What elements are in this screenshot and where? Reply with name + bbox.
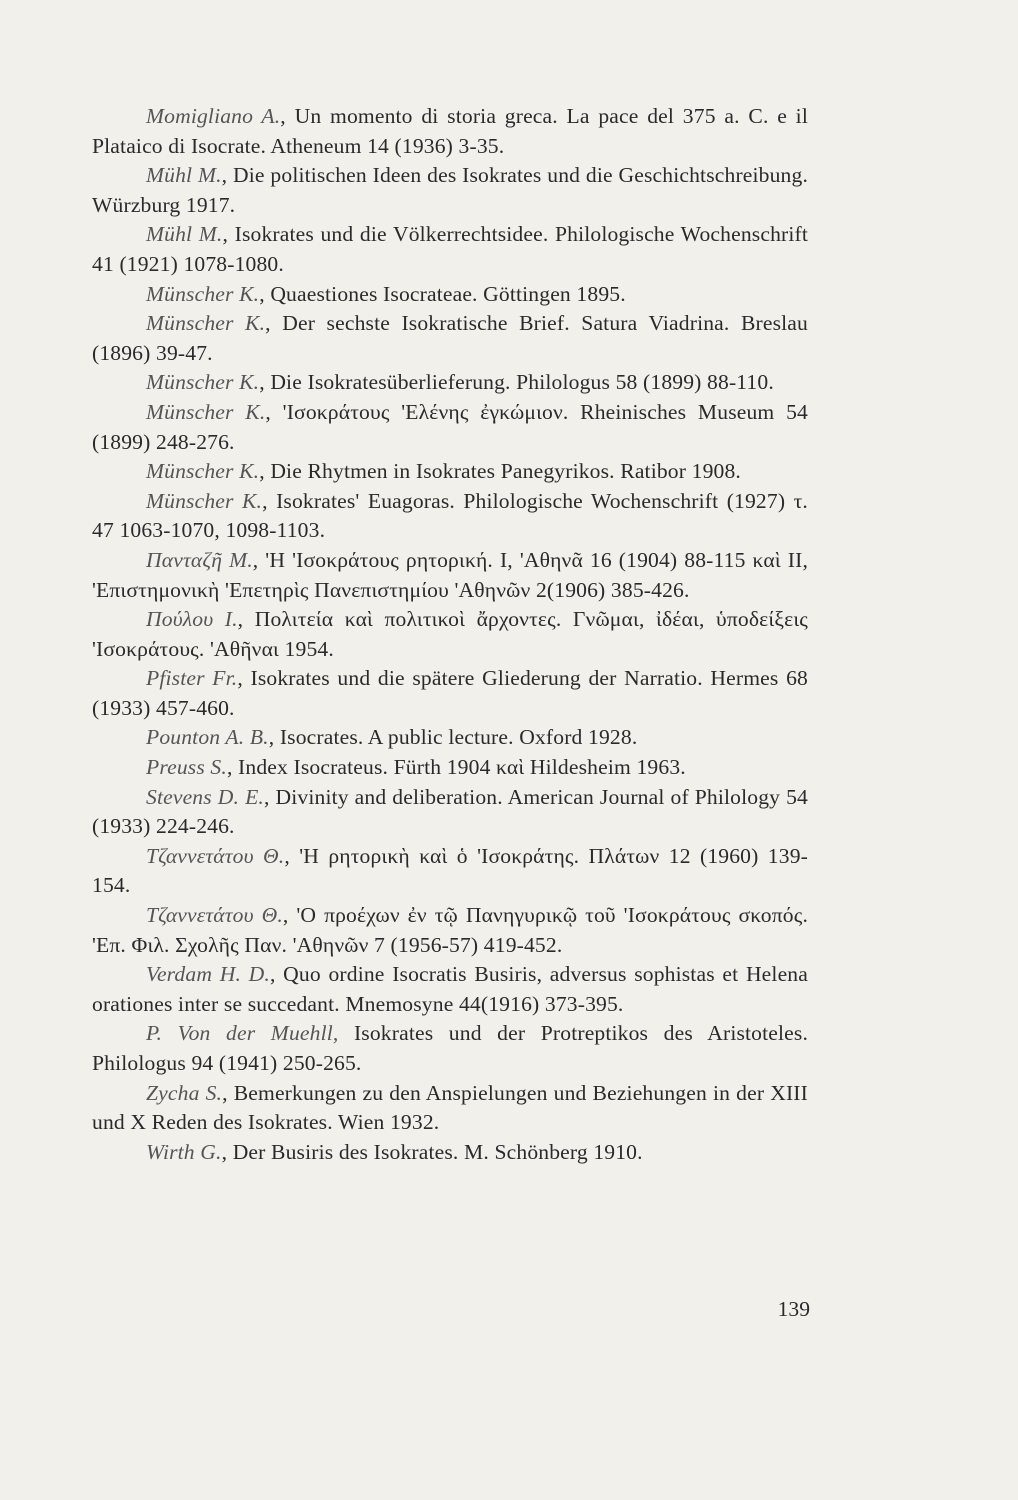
entry-text: , Isokrates und die Völkerrechtsidee. Philologische Wochenschrift 41 (1921) 1078-1080.	[92, 222, 809, 276]
entry-text: , Isokrates und die spätere Gliederung der Narratio. Hermes 68 (1933) 457-460.	[92, 666, 808, 720]
entry-author: Pounton A. B.	[146, 725, 269, 750]
entry-author: Pfister Fr.	[146, 666, 238, 691]
bibliography-entry	[92, 1079, 808, 1138]
bibliography-entry	[92, 546, 808, 605]
entry-text: , Un momento di storia greca. La pace del 375 a. C. e il Plataico di Isocrate. Atheneum 14 (1936) 3-35.	[92, 104, 808, 158]
entry-text: , Der sechste Isokratische Brief. Satura Viadrina. Breslau (1896) 39-47.	[92, 311, 808, 365]
page-number: 139	[777, 1297, 810, 1321]
entry-author: Stevens D. E.	[146, 784, 264, 809]
entry-author: Preuss S.	[146, 755, 227, 780]
entry-author: Τζαννετάτου Θ.	[146, 843, 285, 868]
bibliography-entry	[92, 664, 808, 723]
entry-text: , Index Isocrateus. Fürth 1904 καὶ Hildesheim 1963.	[226, 755, 686, 780]
entry-text: , 'Η ρητορικὴ καὶ ὁ 'Ισοκράτης. Πλάτων 12 (1960) 139-154.	[92, 843, 808, 898]
entry-text: , Die Isokratesüberlieferung. Philologus 58 (1899) 88-110.	[259, 370, 774, 395]
entry-author: Münscher K.	[146, 311, 266, 336]
bibliography-list	[92, 102, 808, 1167]
bibliography-entry	[92, 368, 808, 398]
entry-author: Münscher K.	[146, 370, 260, 395]
entry-author: Τζαννετάτου Θ.	[146, 903, 283, 928]
entry-text: , 'Η 'Ισοκράτους ρητορική. I, 'Αθηνᾶ 16 (1904) 88-115 καὶ II, 'Επιστημονικὴ 'Επετηρὶς Πανεπιστημίου 'Αθηνῶν 2(1906) 385-426.	[92, 547, 808, 602]
bibliography-entry	[92, 161, 808, 220]
entry-text: , Die politischen Ideen des Isokrates und die Geschichtschreibung. Würzburg 1917.	[92, 163, 808, 217]
entry-author: Münscher K.	[146, 459, 260, 484]
entry-author: Münscher K.	[146, 488, 263, 513]
entry-author: Mühl M.	[146, 222, 223, 247]
bibliography-entry	[92, 605, 808, 664]
entry-author: Wirth G.	[146, 1139, 222, 1164]
bibliography-entry	[92, 309, 808, 368]
entry-text: , Πολιτεία καὶ πολιτικοὶ ἄρχοντες. Γνῶμαι, ἰδέαι, ὑποδείξεις 'Ισοκράτους. 'Αθῆναι 1954.	[92, 607, 809, 661]
bibliography-entry	[92, 842, 808, 901]
bibliography-entry	[92, 723, 808, 753]
entry-text: , Der Busiris des Isokrates. M. Schönberg 1910.	[221, 1139, 643, 1164]
bibliography-entry	[92, 901, 808, 960]
bibliography-entry	[92, 280, 808, 310]
bibliography-entry	[92, 1019, 808, 1078]
bibliography-entry	[92, 753, 808, 783]
bibliography-entry	[92, 220, 808, 279]
bibliography-entry	[92, 783, 808, 842]
entry-text: , Divinity and deliberation. American Journal of Philology 54 (1933) 224-246.	[92, 784, 808, 839]
bibliography-entry	[92, 487, 808, 546]
entry-author: Zycha S.	[146, 1080, 223, 1105]
entry-author: Münscher K.	[146, 281, 260, 306]
entry-author: Mühl M.	[146, 163, 222, 188]
entry-text: , Isocrates. A public lecture. Oxford 1928.	[268, 725, 638, 750]
bibliography-entry	[92, 960, 808, 1019]
entry-author: Verdam H. D.	[146, 962, 270, 987]
bibliography-entry	[92, 398, 808, 457]
entry-text: , Isokrates' Euagoras. Philologische Wochenschrift (1927) τ. 47 1063-1070, 1098-1103.	[92, 488, 808, 543]
bibliography-entry	[92, 1138, 808, 1168]
entry-text: Isokrates und der Protreptikos des Aristoteles. Philologus 94 (1941) 250-265.	[92, 1021, 808, 1075]
entry-text: , 'Ο προέχων ἐν τῷ Πανηγυρικῷ τοῦ 'Ισοκράτους σκοπός. 'Επ. Φιλ. Σχολῆς Παν. 'Αθηνῶν 7 (1956-57) 419-452.	[92, 903, 808, 957]
entry-text: , Quo ordine Isocratis Busiris, adversus sophistas et Helena orationes inter se succedant. Mnemosyne 44(1916) 373-395.	[92, 962, 808, 1016]
entry-text: , Bemerkungen zu den Anspielungen und Beziehungen in der XIII und X Reden des Isokrates. Wien 1932.	[92, 1080, 808, 1135]
entry-author: Münscher K.	[146, 399, 266, 424]
entry-author: P. Von der Muehll,	[146, 1021, 339, 1046]
entry-text: , Quaestiones Isocrateae. Göttingen 1895.	[259, 281, 626, 306]
bibliography-entry	[92, 457, 808, 487]
entry-author: Πούλου Ι.	[146, 607, 238, 632]
bibliography-entry	[92, 102, 808, 161]
entry-text: , 'Ισοκράτους 'Ελένης ἐγκώμιον. Rheinisches Museum 54 (1899) 248-276.	[92, 399, 808, 454]
entry-text: , Die Rhytmen in Isokrates Panegyrikos. Ratibor 1908.	[259, 459, 741, 484]
entry-author: Momigliano A.	[146, 104, 281, 128]
entry-author: Πανταζῆ Μ.	[146, 547, 253, 572]
